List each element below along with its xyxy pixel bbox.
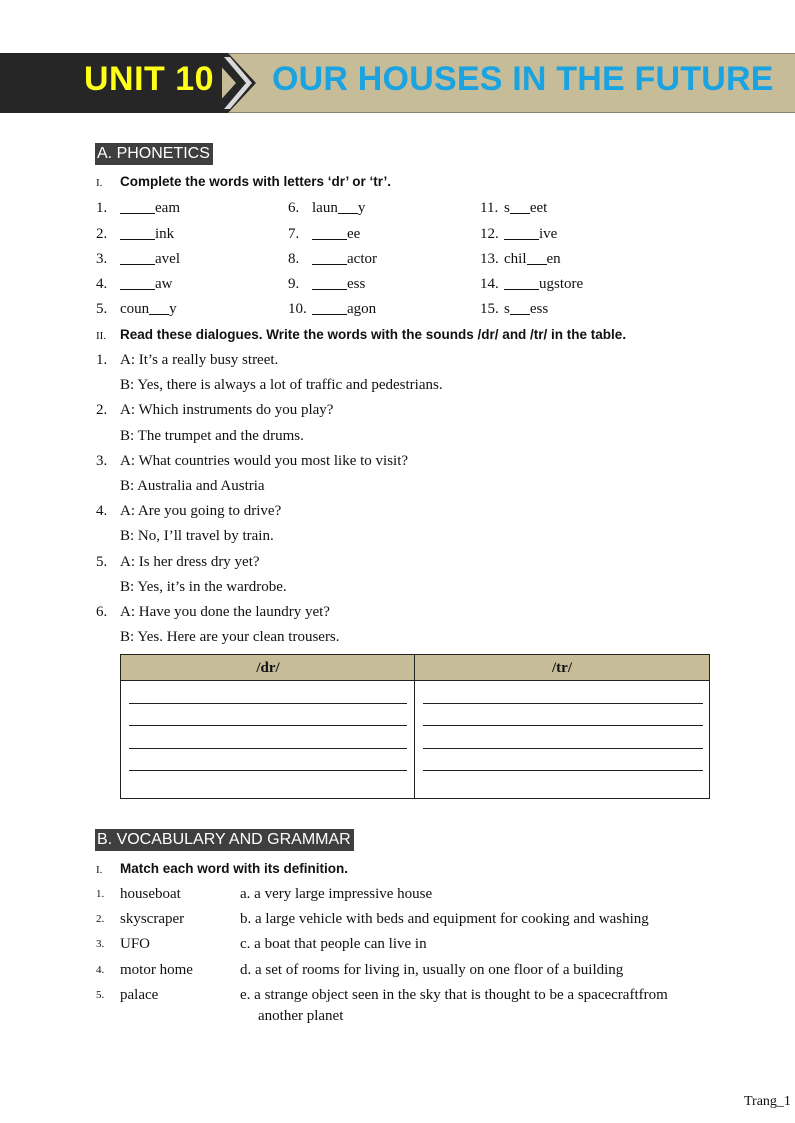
word-suffix: agon bbox=[347, 301, 377, 317]
section-a-heading: A. PHONETICS bbox=[95, 143, 213, 165]
part-instruction: Read these dialogues. Write the words with the sounds /dr/ and /tr/ in the table. bbox=[120, 327, 627, 342]
match-number: 5. bbox=[96, 989, 105, 1001]
item-number: 15. bbox=[480, 301, 499, 317]
item-number: 12. bbox=[480, 226, 499, 242]
word-suffix: actor bbox=[347, 251, 377, 267]
blank-input[interactable] bbox=[312, 275, 347, 290]
fill-item bbox=[480, 225, 557, 243]
item-number: 5. bbox=[96, 301, 108, 317]
match-definition: d. a set of rooms for living in, usually on one floor of a building bbox=[240, 962, 624, 978]
word-suffix: ive bbox=[539, 226, 558, 242]
match-number: 1. bbox=[96, 888, 105, 900]
fill-item bbox=[480, 275, 583, 293]
dialogue-text-a: A: Is her dress dry yet? bbox=[120, 553, 260, 570]
match-definition: e. a strange object seen in the sky that is thought to be a spacecraftfrom bbox=[240, 987, 668, 1003]
word-suffix: ess bbox=[347, 276, 366, 292]
fill-item bbox=[288, 275, 365, 293]
match-number: 2. bbox=[96, 913, 105, 925]
blank-input[interactable] bbox=[338, 199, 358, 214]
blank-input[interactable] bbox=[504, 225, 539, 240]
item-number: 13. bbox=[480, 251, 499, 267]
fill-item bbox=[96, 250, 180, 268]
word-prefix: s bbox=[504, 301, 510, 317]
blank-input[interactable] bbox=[312, 300, 347, 315]
answer-line[interactable] bbox=[129, 748, 407, 749]
dialogue-line-b: B: No, I’ll travel by train. bbox=[120, 528, 274, 545]
dialogue-number: 3. bbox=[96, 452, 108, 469]
word-suffix: en bbox=[546, 251, 561, 267]
table-header-tr: /tr/ bbox=[415, 655, 709, 681]
dialogue-line-a bbox=[96, 503, 281, 520]
dialogue-text-a: A: What countries would you most like to visit? bbox=[120, 452, 409, 469]
answer-line[interactable] bbox=[129, 703, 407, 704]
word-suffix: y bbox=[357, 200, 366, 216]
item-number: 4. bbox=[96, 276, 108, 292]
dialogue-line-a bbox=[96, 604, 330, 621]
fill-item bbox=[288, 225, 360, 243]
item-number: 6. bbox=[288, 200, 300, 216]
unit-label: UNIT 10 bbox=[84, 60, 215, 98]
match-word: palace bbox=[120, 987, 159, 1003]
item-number: 1. bbox=[96, 200, 108, 216]
part-instruction: Complete the words with letters ‘dr’ or ‘tr’. bbox=[120, 174, 392, 189]
word-suffix: ink bbox=[155, 226, 175, 242]
sound-table bbox=[120, 654, 710, 799]
dialogue-text-a: A: Have you done the laundry yet? bbox=[120, 604, 330, 620]
item-number: 11. bbox=[480, 200, 499, 216]
match-definition: a. a very large impressive house bbox=[240, 886, 433, 902]
word-suffix: ess bbox=[529, 301, 549, 317]
dialogue-line-b: B: Yes, it’s in the wardrobe. bbox=[120, 578, 287, 595]
word-suffix: y bbox=[169, 301, 177, 317]
match-word: motor home bbox=[120, 962, 193, 978]
unit-banner bbox=[0, 53, 795, 113]
dialogue-text-a: A: It’s a really busy street. bbox=[120, 352, 279, 368]
answer-line[interactable] bbox=[423, 703, 703, 704]
item-number: 8. bbox=[288, 251, 300, 267]
word-prefix: laun bbox=[312, 200, 338, 216]
dialogue-line-a bbox=[96, 453, 408, 470]
part-numeral: I. bbox=[96, 864, 103, 876]
answer-line[interactable] bbox=[423, 770, 703, 771]
dialogue-line-a bbox=[96, 402, 333, 419]
match-word: houseboat bbox=[120, 886, 181, 902]
match-definition-cont: another planet bbox=[258, 1008, 344, 1024]
dialogue-number: 5. bbox=[96, 553, 108, 570]
fill-item bbox=[288, 300, 376, 318]
word-suffix: aw bbox=[155, 276, 173, 292]
fill-item bbox=[288, 199, 365, 217]
dialogue-line-b: B: Yes. Here are your clean trousers. bbox=[120, 629, 340, 646]
item-number: 7. bbox=[288, 226, 300, 242]
blank-input[interactable] bbox=[312, 250, 347, 265]
dialogue-number: 6. bbox=[96, 604, 108, 620]
blank-input[interactable] bbox=[510, 300, 530, 315]
blank-input[interactable] bbox=[149, 300, 169, 315]
item-number: 3. bbox=[96, 251, 108, 267]
dialogue-text-a: A: Are you going to drive? bbox=[120, 503, 282, 520]
word-suffix: eam bbox=[155, 200, 180, 216]
part-a1-header bbox=[96, 174, 391, 191]
fill-item bbox=[96, 199, 180, 217]
part-a2-header bbox=[96, 327, 626, 344]
item-number: 10. bbox=[288, 301, 307, 317]
item-number: 2. bbox=[96, 226, 108, 242]
dialogue-line-b: B: Yes, there is always a lot of traffic and pedestrians. bbox=[120, 377, 443, 394]
part-instruction: Match each word with its definition. bbox=[120, 861, 349, 876]
match-definition: b. a large vehicle with beds and equipment for cooking and washing bbox=[240, 911, 649, 927]
part-numeral: I. bbox=[96, 177, 103, 189]
blank-input[interactable] bbox=[312, 225, 347, 240]
match-number: 3. bbox=[96, 938, 105, 950]
part-b1-header bbox=[96, 861, 348, 878]
unit-title: OUR HOUSES IN THE FUTURE bbox=[272, 60, 774, 98]
answer-line[interactable] bbox=[423, 748, 703, 749]
fill-item bbox=[480, 300, 548, 318]
dialogue-number: 2. bbox=[96, 402, 108, 419]
word-prefix: chil bbox=[504, 251, 527, 267]
chevron-arrow-icon bbox=[214, 53, 258, 113]
section-b-heading: B. VOCABULARY AND GRAMMAR bbox=[95, 829, 354, 851]
word-suffix: avel bbox=[155, 251, 180, 267]
word-suffix: ugstore bbox=[539, 276, 584, 292]
dialogue-number: 4. bbox=[96, 503, 108, 520]
table-header-dr: /dr/ bbox=[121, 655, 415, 681]
fill-item bbox=[288, 250, 377, 268]
fill-item bbox=[96, 275, 173, 293]
dialogue-line-a bbox=[96, 352, 278, 369]
fill-item bbox=[480, 199, 547, 217]
dialogue-line-b: B: The trumpet and the drums. bbox=[120, 427, 304, 444]
dialogue-number: 1. bbox=[96, 352, 108, 368]
match-word: skyscraper bbox=[120, 911, 185, 927]
blank-input[interactable] bbox=[527, 250, 547, 265]
answer-line[interactable] bbox=[129, 725, 407, 726]
word-prefix: s bbox=[504, 200, 510, 216]
word-suffix: ee bbox=[347, 226, 361, 242]
dialogue-line-a bbox=[96, 554, 260, 571]
blank-input[interactable] bbox=[120, 275, 155, 290]
fill-item bbox=[480, 250, 561, 268]
blank-input[interactable] bbox=[504, 275, 539, 290]
dialogue-text-a: A: Which instruments do you play? bbox=[120, 402, 334, 419]
answer-line[interactable] bbox=[129, 770, 407, 771]
item-number: 14. bbox=[480, 276, 499, 292]
match-word: UFO bbox=[120, 936, 151, 952]
part-numeral: II. bbox=[96, 330, 107, 342]
match-number: 4. bbox=[96, 964, 105, 976]
word-prefix: coun bbox=[120, 301, 150, 317]
fill-item bbox=[96, 225, 174, 243]
table-divider bbox=[414, 655, 415, 798]
match-definition: c. a boat that people can live in bbox=[240, 936, 427, 952]
blank-input[interactable] bbox=[120, 225, 155, 240]
blank-input[interactable] bbox=[510, 199, 530, 214]
page-number: Trang_1 bbox=[744, 1094, 791, 1109]
blank-input[interactable] bbox=[120, 250, 155, 265]
fill-item bbox=[96, 300, 177, 318]
word-suffix: eet bbox=[529, 200, 548, 216]
blank-input[interactable] bbox=[120, 199, 155, 214]
dialogue-line-b: B: Australia and Austria bbox=[120, 478, 265, 494]
answer-line[interactable] bbox=[423, 725, 703, 726]
item-number: 9. bbox=[288, 276, 300, 292]
